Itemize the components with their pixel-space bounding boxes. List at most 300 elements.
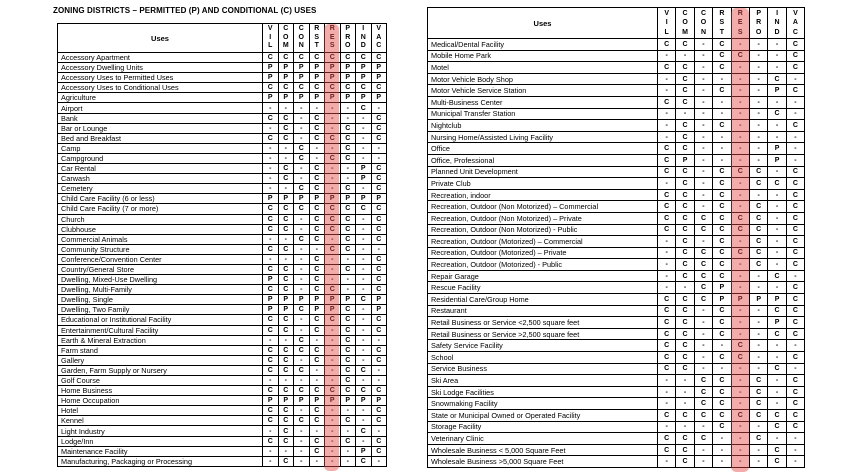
value-cell: C — [278, 365, 294, 375]
value-cell: P — [278, 93, 294, 103]
use-cell: Accessory Dwelling Units — [58, 63, 263, 73]
value-cell: C — [325, 153, 341, 163]
value-cell: - — [309, 376, 325, 386]
column-header-letter: N — [774, 19, 780, 27]
value-cell: C — [786, 317, 804, 329]
value-cell: - — [731, 201, 749, 213]
value-cell: - — [694, 236, 712, 248]
value-cell: P — [371, 194, 387, 204]
value-cell: C — [340, 133, 356, 143]
value-cell: - — [371, 376, 387, 386]
value-cell: P — [340, 73, 356, 83]
value-cell: - — [694, 62, 712, 74]
value-cell: C — [309, 204, 325, 214]
value-cell: C — [749, 259, 767, 271]
value-cell: C — [658, 340, 676, 352]
value-cell: C — [713, 305, 731, 317]
value-cell: - — [731, 108, 749, 120]
value-cell: C — [786, 259, 804, 271]
value-cell: - — [294, 275, 310, 285]
value-cell: - — [658, 421, 676, 433]
value-cell: C — [713, 39, 731, 51]
value-cell: - — [309, 335, 325, 345]
value-cell: C — [713, 398, 731, 410]
value-cell: C — [658, 154, 676, 166]
value-cell: - — [731, 270, 749, 282]
column-header-letter: T — [719, 28, 724, 36]
table-row — [428, 317, 805, 329]
value-cell: P — [325, 73, 341, 83]
table-row — [428, 386, 805, 398]
value-cell: P — [278, 194, 294, 204]
value-cell: C — [371, 214, 387, 224]
value-cell: - — [768, 282, 786, 294]
page-title: ZONING DISTRICTS – PERMITTED (P) AND CONDITIONAL (C) USES — [53, 6, 317, 15]
value-cell: - — [731, 39, 749, 51]
column-header-letter: S — [737, 28, 743, 36]
value-cell: - — [731, 282, 749, 294]
value-cell: - — [658, 85, 676, 97]
use-cell: Light Industry — [58, 426, 263, 436]
table-row — [428, 201, 805, 213]
column-header-vac — [371, 24, 387, 53]
value-cell: - — [676, 282, 694, 294]
value-cell: C — [786, 178, 804, 190]
value-cell: C — [658, 328, 676, 340]
value-cell: C — [786, 386, 804, 398]
value-cell: - — [294, 224, 310, 234]
value-cell: C — [786, 212, 804, 224]
value-cell: C — [658, 410, 676, 422]
value-cell: - — [713, 363, 731, 375]
use-cell: State or Municipal Owned or Operated Facility — [428, 410, 658, 422]
value-cell: C — [278, 355, 294, 365]
value-cell: - — [749, 317, 767, 329]
value-cell: C — [768, 73, 786, 85]
value-cell: C — [278, 164, 294, 174]
value-cell: P — [309, 396, 325, 406]
value-cell: C — [371, 184, 387, 194]
table-row — [58, 416, 387, 426]
use-cell: Recreation, Outdoor (Motorized) - Public — [428, 259, 658, 271]
table-row — [58, 103, 387, 113]
value-cell: - — [694, 363, 712, 375]
value-cell: C — [278, 345, 294, 355]
table-row — [58, 113, 387, 123]
column-header-letter: I — [776, 10, 779, 18]
value-cell: C — [694, 433, 712, 445]
value-cell: - — [676, 398, 694, 410]
value-cell: - — [768, 62, 786, 74]
value-cell: C — [340, 143, 356, 153]
value-cell: P — [294, 63, 310, 73]
use-cell: Commercial Animals — [58, 234, 263, 244]
value-cell: - — [263, 143, 279, 153]
value-cell: - — [356, 123, 372, 133]
value-cell: P — [309, 295, 325, 305]
value-cell: - — [356, 184, 372, 194]
value-cell: C — [694, 247, 712, 259]
column-header-letter: S — [329, 42, 335, 50]
table-row — [428, 120, 805, 132]
value-cell: C — [309, 53, 325, 63]
value-cell: C — [713, 189, 731, 201]
value-cell: - — [371, 143, 387, 153]
value-cell: - — [658, 456, 676, 468]
value-cell: C — [340, 204, 356, 214]
value-cell: C — [309, 123, 325, 133]
value-cell: - — [340, 446, 356, 456]
value-cell: C — [309, 164, 325, 174]
value-cell: C — [325, 285, 341, 295]
table-row — [58, 164, 387, 174]
use-cell: Snowmaking Facility — [428, 398, 658, 410]
table-row — [428, 375, 805, 387]
value-cell: C — [325, 315, 341, 325]
use-cell: Nightclub — [428, 120, 658, 132]
value-cell: - — [749, 96, 767, 108]
value-cell: C — [768, 178, 786, 190]
value-cell: P — [371, 63, 387, 73]
value-cell: C — [658, 39, 676, 51]
value-cell: - — [713, 456, 731, 468]
table-row — [428, 363, 805, 375]
use-cell: Child Care Facility (7 or more) — [58, 204, 263, 214]
zoning-table-left-table — [57, 23, 387, 467]
value-cell: C — [676, 120, 694, 132]
value-cell: C — [278, 133, 294, 143]
table-row — [58, 275, 387, 285]
value-cell: C — [340, 264, 356, 274]
value-cell: P — [340, 194, 356, 204]
value-cell: - — [325, 275, 341, 285]
use-cell: Educational or Institutional Facility — [58, 315, 263, 325]
table-row — [428, 247, 805, 259]
column-header-letter: R — [719, 10, 725, 18]
column-header-letter: R — [345, 33, 351, 41]
value-cell: C — [371, 446, 387, 456]
table-row — [428, 39, 805, 51]
value-cell: - — [786, 131, 804, 143]
value-cell: C — [371, 406, 387, 416]
table-row — [58, 153, 387, 163]
value-cell: P — [371, 295, 387, 305]
value-cell: C — [786, 201, 804, 213]
table-row — [428, 108, 805, 120]
table-row — [58, 436, 387, 446]
value-cell: - — [294, 436, 310, 446]
value-cell: C — [749, 375, 767, 387]
use-cell: Multi-Business Center — [428, 96, 658, 108]
value-cell: C — [340, 224, 356, 234]
value-cell: - — [294, 456, 310, 466]
value-cell: - — [294, 355, 310, 365]
table-row — [428, 143, 805, 155]
column-header-letter: N — [360, 33, 366, 41]
value-cell: - — [356, 376, 372, 386]
value-cell: - — [340, 456, 356, 466]
table-row — [58, 143, 387, 153]
value-cell: C — [658, 189, 676, 201]
use-cell: Storage Facility — [428, 421, 658, 433]
value-cell: C — [340, 325, 356, 335]
value-cell: C — [694, 410, 712, 422]
value-cell: - — [731, 444, 749, 456]
use-cell: Bed and Breakfast — [58, 133, 263, 143]
value-cell: - — [786, 143, 804, 155]
value-cell: C — [278, 275, 294, 285]
zoning-table-right-table — [427, 7, 805, 468]
value-cell: - — [694, 340, 712, 352]
table-row — [428, 340, 805, 352]
use-cell: Home Occupation — [58, 396, 263, 406]
value-cell: C — [371, 325, 387, 335]
value-cell: C — [340, 416, 356, 426]
value-cell: C — [658, 433, 676, 445]
value-cell: - — [340, 285, 356, 295]
value-cell: C — [309, 325, 325, 335]
value-cell: C — [278, 204, 294, 214]
value-cell: C — [371, 315, 387, 325]
value-cell: - — [786, 73, 804, 85]
value-cell: - — [294, 164, 310, 174]
value-cell: - — [694, 85, 712, 97]
use-cell: Golf Course — [58, 376, 263, 386]
value-cell: C — [356, 295, 372, 305]
column-header-letter: O — [700, 19, 707, 27]
value-cell: - — [749, 305, 767, 317]
value-cell: - — [340, 275, 356, 285]
value-cell: - — [749, 39, 767, 51]
value-cell: - — [356, 254, 372, 264]
use-cell: Dwelling, Multi-Family — [58, 285, 263, 295]
value-cell: - — [749, 352, 767, 364]
value-cell: - — [263, 254, 279, 264]
value-cell: C — [676, 328, 694, 340]
value-cell: C — [786, 166, 804, 178]
use-cell: Mobile Home Park — [428, 50, 658, 62]
use-cell: Maintenance Facility — [58, 446, 263, 456]
value-cell: P — [278, 305, 294, 315]
column-header-com — [278, 24, 294, 53]
value-cell: C — [731, 224, 749, 236]
value-cell: C — [694, 259, 712, 271]
use-cell: Office, Professional — [428, 154, 658, 166]
column-header-letter: R — [329, 25, 335, 33]
value-cell: C — [340, 184, 356, 194]
value-cell: C — [309, 285, 325, 295]
value-cell: P — [278, 73, 294, 83]
value-cell: - — [325, 264, 341, 274]
value-cell: - — [371, 365, 387, 375]
value-cell: C — [676, 166, 694, 178]
value-cell: P — [356, 396, 372, 406]
table-row — [58, 264, 387, 274]
value-cell: - — [278, 184, 294, 194]
use-cell: Gallery — [58, 355, 263, 365]
value-cell: - — [263, 153, 279, 163]
value-cell: C — [676, 236, 694, 248]
value-cell: C — [768, 363, 786, 375]
value-cell: C — [694, 294, 712, 306]
value-cell: - — [294, 446, 310, 456]
value-cell: - — [694, 50, 712, 62]
value-cell: C — [340, 345, 356, 355]
value-cell: C — [749, 247, 767, 259]
value-cell: - — [768, 189, 786, 201]
value-cell: - — [731, 421, 749, 433]
use-cell: Entertainment/Cultural Facility — [58, 325, 263, 335]
value-cell: C — [294, 204, 310, 214]
value-cell: P — [294, 396, 310, 406]
value-cell: C — [278, 214, 294, 224]
value-cell: C — [786, 120, 804, 132]
value-cell: C — [658, 444, 676, 456]
value-cell: - — [356, 406, 372, 416]
use-cell: Cemetery — [58, 184, 263, 194]
use-cell: Recreation, Outdoor (Non Motorized) – Commercial — [428, 201, 658, 213]
value-cell: C — [371, 386, 387, 396]
value-cell: - — [731, 178, 749, 190]
value-cell: C — [340, 365, 356, 375]
value-cell: C — [340, 315, 356, 325]
value-cell: - — [294, 406, 310, 416]
value-cell: C — [676, 247, 694, 259]
value-cell: - — [356, 416, 372, 426]
value-cell: C — [786, 398, 804, 410]
value-cell: - — [768, 352, 786, 364]
use-cell: Motor Vehicle Service Station — [428, 85, 658, 97]
value-cell: C — [263, 365, 279, 375]
table-row — [428, 154, 805, 166]
value-cell: - — [294, 214, 310, 224]
value-cell: P — [768, 317, 786, 329]
use-cell: Municipal Transfer Station — [428, 108, 658, 120]
column-header-letter: O — [298, 33, 304, 41]
value-cell: C — [371, 234, 387, 244]
value-cell: C — [340, 123, 356, 133]
table-row — [58, 83, 387, 93]
value-cell: C — [676, 270, 694, 282]
use-cell: Clubhouse — [58, 224, 263, 234]
column-header-letter: C — [682, 10, 688, 18]
use-cell: Motel — [428, 62, 658, 74]
value-cell: C — [786, 328, 804, 340]
column-header-letter: M — [682, 28, 688, 36]
value-cell: C — [676, 62, 694, 74]
value-cell: - — [768, 340, 786, 352]
value-cell: C — [694, 270, 712, 282]
value-cell: C — [278, 83, 294, 93]
value-cell: C — [713, 120, 731, 132]
use-cell: Lodge/Inn — [58, 436, 263, 446]
value-cell: C — [371, 254, 387, 264]
use-cell: Veterinary Clinic — [428, 433, 658, 445]
value-cell: C — [676, 212, 694, 224]
value-cell: C — [749, 398, 767, 410]
header-row — [58, 24, 387, 53]
value-cell: C — [309, 355, 325, 365]
value-cell: C — [713, 259, 731, 271]
value-cell: C — [325, 133, 341, 143]
value-cell: - — [658, 50, 676, 62]
use-cell: Restaurant — [428, 305, 658, 317]
value-cell: - — [325, 355, 341, 365]
value-cell: C — [786, 39, 804, 51]
value-cell: C — [658, 352, 676, 364]
value-cell: C — [371, 224, 387, 234]
value-cell: C — [713, 375, 731, 387]
column-header-letter: D — [360, 42, 366, 50]
value-cell: C — [731, 50, 749, 62]
column-header-letter: M — [282, 42, 289, 50]
value-cell: P — [278, 396, 294, 406]
value-cell: C — [263, 204, 279, 214]
value-cell: C — [309, 133, 325, 143]
value-cell: C — [713, 328, 731, 340]
column-header-res — [325, 24, 341, 53]
column-header-vil — [263, 24, 279, 53]
value-cell: C — [263, 345, 279, 355]
value-cell: - — [694, 456, 712, 468]
table-row — [428, 259, 805, 271]
use-cell: Accessory Apartment — [58, 53, 263, 63]
value-cell: - — [278, 143, 294, 153]
column-header-letter: V — [664, 10, 670, 18]
use-cell: Country/General Store — [58, 264, 263, 274]
value-cell: C — [278, 406, 294, 416]
table-row — [58, 214, 387, 224]
value-cell: - — [356, 153, 372, 163]
value-cell: - — [768, 259, 786, 271]
value-cell: C — [713, 50, 731, 62]
value-cell: - — [325, 184, 341, 194]
value-cell: C — [694, 386, 712, 398]
column-header-letter: I — [269, 33, 272, 41]
use-cell: Kennel — [58, 416, 263, 426]
zoning-table-right — [427, 7, 804, 468]
value-cell: - — [749, 108, 767, 120]
column-header-letter: V — [793, 10, 798, 18]
value-cell: C — [768, 456, 786, 468]
use-cell: Private Club — [428, 178, 658, 190]
value-cell: C — [713, 201, 731, 213]
column-header-letter: N — [298, 42, 304, 50]
value-cell: - — [294, 264, 310, 274]
column-header-letter: A — [376, 33, 382, 41]
table-row — [58, 355, 387, 365]
value-cell: C — [309, 224, 325, 234]
value-cell: - — [731, 375, 749, 387]
value-cell: - — [768, 131, 786, 143]
column-header-letter: V — [376, 25, 382, 33]
value-cell: - — [658, 73, 676, 85]
value-cell: C — [278, 386, 294, 396]
value-cell: P — [325, 295, 341, 305]
value-cell: - — [263, 426, 279, 436]
value-cell: C — [371, 83, 387, 93]
value-cell: - — [325, 416, 341, 426]
value-cell: - — [713, 340, 731, 352]
value-cell: P — [768, 85, 786, 97]
value-cell: P — [371, 305, 387, 315]
value-cell: C — [340, 335, 356, 345]
value-cell: C — [294, 386, 310, 396]
value-cell: - — [731, 236, 749, 248]
value-cell: - — [325, 123, 341, 133]
use-cell: Wholesale Business >5,000 Square Feet — [428, 456, 658, 468]
value-cell: - — [694, 39, 712, 51]
